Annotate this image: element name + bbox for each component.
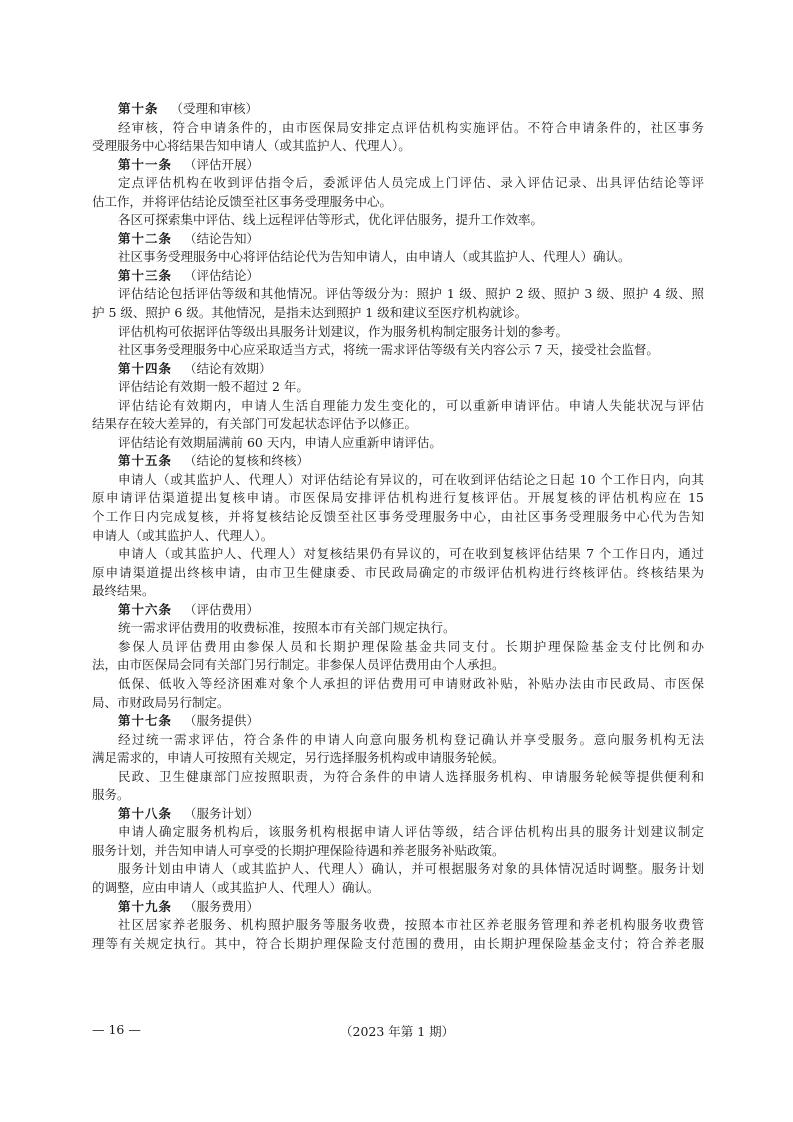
paragraph-line: 评估结论有效期届满前 60 天内，申请人应重新申请评估。 (118, 434, 442, 450)
paragraph-line: 个工作日内完成复核，并将复核结论反馈至社区事务受理服务中心，由社区事务受理服务中心代为告知 (92, 509, 704, 525)
article-heading (92, 360, 704, 379)
article-title: （结论有效期） (184, 360, 272, 376)
paragraph-line: 评估结论有效期一般不超过 2 年。 (118, 379, 309, 395)
article-heading (92, 156, 704, 175)
paragraph-line: 申请人（或其监护人、代理人）对复核结果仍有异议的，可在收到复核评估结果 7 个工作日内，通过 (118, 546, 704, 562)
article-heading (92, 267, 704, 286)
paragraph-line: 结果存在较大差异的，有关部门可发起状态评估予以修正。 (92, 416, 418, 432)
article-title: （结论的复核和终核） (184, 453, 310, 469)
paragraph-line: 申请人确定服务机构后，该服务机构根据申请人评估等级，结合评估机构出具的服务计划建议制定 (118, 824, 704, 840)
paragraph-line: 参保人员评估费用由参保人员和长期护理保险基金共同支付。长期护理保险基金支付比例和办 (118, 638, 704, 654)
article-heading (92, 712, 704, 731)
document-body (92, 100, 704, 953)
paragraph-line: 受理服务中心将结果告知申请人（或其监护人、代理人）。 (92, 138, 411, 154)
article-title: （评估费用） (184, 601, 260, 617)
paragraph-line: 经过统一需求评估，符合条件的申请人向意向服务机构登记确认并享受服务。意向服务机构无法 (118, 731, 704, 747)
article-number: 第十四条 (118, 360, 173, 376)
paragraph-line: 民政、卫生健康部门应按照职责，为符合条件的申请人选择服务机构、申请服务轮候等提供便利和 (118, 768, 704, 784)
paragraph-line: 经审核，符合申请条件的，由市医保局安排定点评估机构实施评估。不符合申请条件的，社区事务 (118, 119, 704, 135)
article-title: （服务提供） (184, 713, 260, 729)
article-number: 第十三条 (118, 267, 173, 283)
paragraph-line: 原申请渠道提出终核申请，由市卫生健康委、市民政局确定的市级评估机构进行终核评估。终核结果为 (92, 564, 704, 580)
page-number: — 16 — (92, 1022, 141, 1037)
paragraph-line: 低保、低收入等经济困难对象个人承担的评估费用可申请财政补贴，补贴办法由市民政局、市医保 (118, 675, 704, 691)
paragraph-line: 社区居家养老服务、机构照护服务等服务收费，按照本市社区养老服务管理和养老机构服务收费管 (118, 917, 704, 933)
paragraph-line: 法，由市医保局会同有关部门另行制定。非参保人员评估费用由个人承担。 (92, 657, 505, 673)
paragraph-line: 护 5 级、照护 6 级。其他情况，是指未达到照护 1 级和建议至医疗机构就诊。 (92, 305, 528, 321)
article-number: 第十五条 (118, 453, 173, 469)
article-heading (92, 230, 704, 249)
paragraph-line: 各区可探索集中评估、线上远程评估等形式，优化评估服务，提升工作效率。 (118, 212, 544, 228)
paragraph-line: 理等有关规定执行。其中，符合长期护理保险支付范围的费用，由长期护理保险基金支付；符合养老服 (92, 935, 704, 951)
paragraph-line: 估工作，并将评估结论反馈至社区事务受理服务中心。 (92, 193, 393, 209)
article-title: （评估结论） (184, 267, 260, 283)
paragraph-line: 满足需求的，申请人可按照有关规定，另行选择服务机构或申请服务轮候。 (92, 750, 505, 766)
article-number: 第十条 (118, 101, 159, 116)
article-heading (92, 601, 704, 620)
paragraph-line: 局、市财政局另行制定。 (92, 694, 230, 710)
article-title: （服务计划） (184, 805, 260, 821)
article-number: 第十六条 (118, 601, 173, 617)
article-title: （服务费用） (184, 898, 260, 914)
paragraph-line: 服务计划由申请人（或其监护人、代理人）确认，并可根据服务对象的具体情况适时调整。服务计划 (118, 861, 704, 877)
paragraph-line: 社区事务受理服务中心应采取适当方式，将统一需求评估等级有关内容公示 7 天，接受社会监督。 (118, 342, 659, 358)
paragraph-line: 原申请评估渠道提出复核申请。市医保局安排评估机构进行复核评估。开展复核的评估机构应在 15 (92, 490, 704, 506)
paragraph-line: 评估结论包括评估等级和其他情况。评估等级分为：照护 1 级、照护 2 级、照护 3 级、照护 4 级、照 (118, 286, 704, 302)
article-number: 第十九条 (118, 898, 173, 914)
paragraph-line: 评估机构可依据评估等级出具服务计划建议，作为服务机构制定服务计划的参考。 (118, 323, 569, 339)
article-heading (92, 898, 704, 917)
paragraph-line: 的调整，应由申请人（或其监护人、代理人）确认。 (92, 879, 380, 895)
paragraph-line: 服务计划，并告知申请人可享受的长期护理保险待遇和养老服务补贴政策。 (92, 842, 505, 858)
paragraph-line: 申请人（或其监护人、代理人）对评估结论有异议的，可在收到评估结论之日起 10 个工作日内，向其 (118, 471, 704, 487)
article-heading (92, 100, 704, 119)
paragraph-line: 评估结论有效期内，申请人生活自理能力发生变化的，可以重新申请评估。申请人失能状况与评估 (118, 397, 704, 413)
article-heading (92, 805, 704, 824)
paragraph-line: 服务。 (92, 787, 130, 803)
article-heading (92, 452, 704, 471)
issue-label: （2023 年第 1 期） (340, 1024, 455, 1039)
paragraph-line: 申请人（或其监护人、代理人）。 (92, 527, 274, 543)
paragraph-line: 定点评估机构在收到评估指令后，委派评估人员完成上门评估、录入评估记录、出具评估结论等评 (118, 175, 704, 191)
article-title: （结论告知） (184, 230, 260, 246)
article-title: （受理和审核） (170, 101, 259, 116)
paragraph-line: 统一需求评估费用的收费标准，按照本市有关部门规定执行。 (118, 620, 456, 636)
paragraph-line: 社区事务受理服务中心将评估结论代为告知申请人，由申请人（或其监护人、代理人）确认。 (118, 249, 631, 265)
article-number: 第十八条 (118, 805, 173, 821)
article-number: 第十七条 (118, 713, 173, 729)
article-number: 第十一条 (118, 156, 173, 172)
article-number: 第十二条 (118, 230, 173, 246)
paragraph-line: 最终结果。 (92, 583, 155, 599)
article-title: （评估开展） (184, 156, 260, 172)
